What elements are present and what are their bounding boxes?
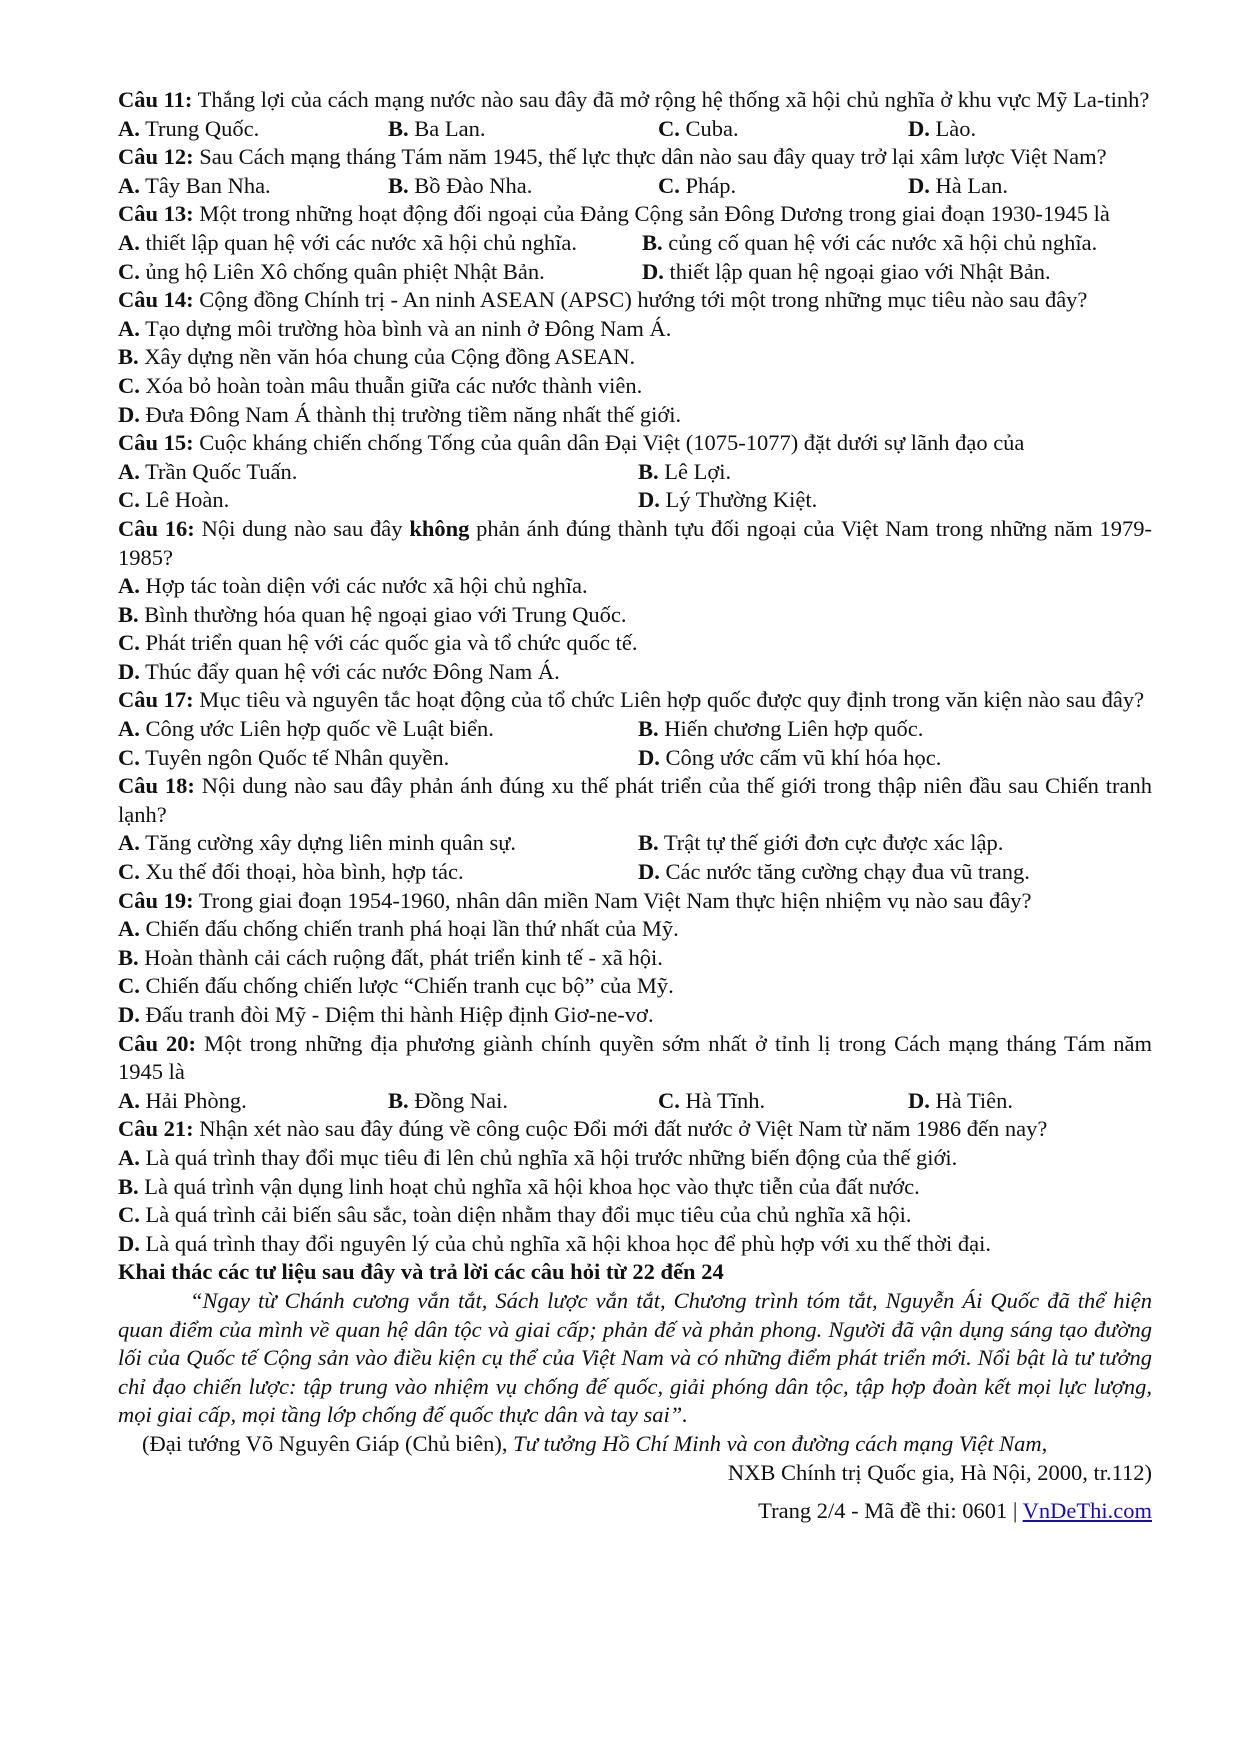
option-letter: D. (118, 1230, 140, 1256)
question-number: Câu 15: (118, 430, 194, 456)
answer-options (118, 572, 1152, 686)
option-text: Xu thế đối thoại, hòa bình, hợp tác. (139, 859, 464, 885)
option-letter: A. (118, 573, 140, 599)
option-text: Tăng cường xây dựng liên minh quân sự. (139, 830, 517, 856)
question-number: Câu 16: (118, 515, 195, 541)
answer-options (118, 829, 1152, 886)
question-block (118, 143, 1152, 200)
option-letter: B. (638, 458, 659, 484)
question-block (118, 86, 1152, 143)
answer-option (118, 1087, 388, 1116)
option-text: Pháp. (679, 172, 737, 198)
option-letter: D. (118, 1002, 140, 1027)
source-quote: “Ngay từ Chánh cương vắn tắt, Sách lược vắn tắt, Chương trình tóm tắt, Nguyễn Ái Quốc đã thể hiện quan điểm của mình về quan hệ dân tộc và giai cấp; phản đế và phản phong. Người đã vận dụng sáng tạo đường lối của Quốc tế Cộng sản vào điều kiện cụ thể của Việt Nam và có những điểm phát triển mới. Nổi bật là tư tưởng chỉ đạo chiến lược: tập trung vào nhiệm vụ chống đế quốc, giải phóng dân tộc, tập hợp đoàn kết mọi lực lượng, mọi giai cấp, mọi tầng lớp chống đế quốc thực dân và tay sai”. (118, 1287, 1152, 1428)
answer-options (118, 229, 1152, 286)
answer-options (118, 315, 1152, 429)
option-letter: D. (908, 115, 930, 141)
answer-option (642, 258, 1152, 287)
option-letter: C. (118, 973, 140, 999)
option-letter: A. (118, 716, 140, 742)
answer-option (118, 1144, 1152, 1173)
option-text: ủng hộ Liên Xô chống quân phiệt Nhật Bản. (139, 258, 545, 284)
option-text: Bồ Đào Nha. (408, 172, 533, 198)
option-letter: D. (638, 744, 660, 770)
option-letter: B. (638, 830, 659, 856)
option-text: Phát triển quan hệ với các quốc gia và tổ chức quốc tế. (139, 630, 638, 656)
option-text: Thúc đẩy quan hệ với các nước Đông Nam Á. (139, 658, 560, 684)
question-stem: Nhận xét nào sau đây đúng về công cuộc Đổi mới đất nước ở Việt Nam từ năm 1986 đến nay? (193, 1116, 1048, 1142)
answer-option (642, 229, 1152, 258)
option-letter: A. (118, 830, 140, 856)
option-text: Tây Ban Nha. (139, 172, 271, 198)
question-text (118, 86, 1152, 115)
question-text (118, 1115, 1152, 1144)
question-number: Câu 14: (118, 287, 194, 313)
answer-option (658, 172, 908, 201)
option-letter: B. (118, 344, 139, 370)
question-number: Câu 18: (118, 773, 195, 799)
answer-option (118, 858, 638, 887)
option-letter: A. (118, 315, 140, 341)
option-letter: A. (118, 229, 140, 255)
option-text: Hiến chương Liên hợp quốc. (658, 716, 924, 742)
question-block (118, 286, 1152, 429)
option-letter: D. (908, 172, 930, 198)
option-letter: B. (118, 601, 139, 627)
option-letter: B. (638, 716, 659, 742)
option-letter: D. (908, 1087, 930, 1113)
question-stem: Mục tiêu và nguyên tắc hoạt động của tổ chức Liên hợp quốc được quy định trong văn kiện nào sau đây? (193, 687, 1145, 713)
question-block (118, 1030, 1152, 1116)
source-comma: , (1041, 1430, 1048, 1456)
question-number: Câu 21: (118, 1116, 194, 1142)
option-text: Bình thường hóa quan hệ ngoại giao với Trung Quốc. (138, 601, 627, 627)
option-letter: B. (118, 944, 139, 970)
option-text: Công ước Liên hợp quốc về Luật biển. (139, 716, 494, 742)
answer-option (388, 115, 658, 144)
answer-option (118, 458, 638, 487)
option-letter: D. (118, 401, 140, 427)
answer-option (118, 744, 638, 773)
question-text (118, 286, 1152, 315)
question-stem: Trong giai đoạn 1954-1960, nhân dân miền Nam Việt Nam thực hiện nhiệm vụ nào sau đây? (193, 887, 1032, 913)
answer-option (908, 1087, 1152, 1116)
option-text: Lý Thường Kiệt. (659, 487, 818, 513)
option-letter: A. (118, 1087, 140, 1113)
option-text: Cuba. (679, 115, 739, 141)
answer-options (118, 115, 1152, 144)
question-stem: Một trong những hoạt động đối ngoại của Đảng Cộng sản Đông Dương trong giai đoạn 1930-1945 là (193, 201, 1110, 227)
option-text: Hải Phòng. (139, 1087, 247, 1113)
answer-option (118, 601, 1152, 630)
option-text: Hà Lan. (929, 172, 1008, 198)
answer-option (908, 172, 1152, 201)
exam-page (118, 86, 1152, 1526)
answer-option (638, 858, 1152, 887)
question-block (118, 515, 1152, 687)
option-letter: D. (638, 487, 660, 513)
question-text (118, 143, 1152, 172)
source-title: Tư tưởng Hồ Chí Minh và con đường cách mạng Việt Nam (513, 1430, 1042, 1456)
answer-option (118, 1173, 1152, 1202)
answer-option (118, 972, 1152, 1001)
option-text: Trật tự thế giới đơn cực được xác lập. (658, 830, 1004, 856)
question-number: Câu 17: (118, 687, 194, 713)
option-text: Đưa Đông Nam Á thành thị trường tiềm năng nhất thế giới. (139, 401, 682, 427)
option-letter: C. (118, 487, 140, 513)
option-letter: C. (118, 630, 140, 656)
answer-option (118, 572, 1152, 601)
answer-options (118, 172, 1152, 201)
option-text: Đấu tranh đòi Mỹ - Diệm thi hành Hiệp định Giơ-ne-vơ. (139, 1002, 654, 1027)
source-publisher: NXB Chính trị Quốc gia, Hà Nội, 2000, tr.112) (727, 1459, 1152, 1485)
answer-option (388, 1087, 658, 1116)
answer-option (638, 486, 1152, 515)
question-text (118, 686, 1152, 715)
question-block (118, 887, 1152, 1030)
option-letter: C. (658, 115, 680, 141)
answer-option (118, 915, 1152, 944)
answer-options (118, 1087, 1152, 1116)
question-emphasis: không (409, 515, 470, 541)
page-footer (118, 1497, 1152, 1526)
question-stem: Một trong những địa phương giành chính quyền sớm nhất ở tỉnh lị trong Cách mạng tháng Tám năm 1945 là (118, 1030, 1152, 1085)
question-stem: Thắng lợi của cách mạng nước nào sau đây đã mở rộng hệ thống xã hội chủ nghĩa ở khu vực Mỹ La-tinh? (192, 87, 1150, 112)
option-text: Tuyên ngôn Quốc tế Nhân quyền. (139, 744, 450, 770)
option-text: củng cố quan hệ với các nước xã hội chủ nghĩa. (662, 229, 1098, 255)
option-text: Trung Quốc. (139, 115, 260, 141)
option-letter: C. (118, 372, 140, 398)
question-text (118, 429, 1152, 458)
answer-option (638, 458, 1152, 487)
footer-link[interactable]: VnDeThi.com (1022, 1498, 1152, 1524)
option-letter: A. (118, 172, 140, 198)
option-text: Xây dựng nền văn hóa chung của Cộng đồng ASEAN. (138, 344, 636, 370)
question-block (118, 1115, 1152, 1258)
question-number: Câu 12: (118, 144, 194, 170)
option-letter: A. (118, 115, 140, 141)
answer-option (118, 229, 642, 258)
answer-option (118, 1230, 1152, 1259)
option-letter: D. (642, 258, 664, 284)
question-stem: Cuộc kháng chiến chống Tống của quân dân Đại Việt (1075-1077) đặt dưới sự lãnh đạo của (193, 430, 1025, 456)
answer-option (118, 172, 388, 201)
option-text: Hà Tĩnh. (679, 1087, 766, 1113)
option-text: Hợp tác toàn diện với các nước xã hội chủ nghĩa. (139, 573, 588, 599)
question-block (118, 772, 1152, 886)
question-text (118, 1030, 1152, 1087)
answer-option (118, 401, 1152, 430)
answer-options (118, 1144, 1152, 1258)
option-text: Các nước tăng cường chạy đua vũ trang. (659, 859, 1030, 885)
option-text: Ba Lan. (408, 115, 486, 141)
option-text: Là quá trình thay đổi mục tiêu đi lên chủ nghĩa xã hội trước những biến động của thế giới. (139, 1144, 958, 1170)
option-text: Xóa bỏ hoàn toàn mâu thuẫn giữa các nước thành viên. (139, 372, 643, 398)
answer-option (638, 829, 1152, 858)
option-letter: A. (118, 1144, 140, 1170)
option-letter: B. (388, 1087, 409, 1113)
answer-option (388, 172, 658, 201)
answer-option (118, 115, 388, 144)
question-block (118, 686, 1152, 772)
option-text: thiết lập quan hệ ngoại giao với Nhật Bản. (663, 258, 1051, 284)
option-letter: B. (118, 1173, 139, 1199)
answer-option (118, 658, 1152, 687)
option-text: Hà Tiên. (929, 1087, 1014, 1113)
answer-option (908, 115, 1152, 144)
option-text: Hoàn thành cải cách ruộng đất, phát triển kinh tế - xã hội. (138, 944, 663, 970)
question-number: Câu 11: (118, 87, 193, 112)
option-letter: C. (118, 258, 140, 284)
answer-option (118, 486, 638, 515)
option-text: Là quá trình vận dụng linh hoạt chủ nghĩa xã hội khoa học vào thực tiễn của đất nước. (138, 1173, 920, 1199)
question-text (118, 887, 1152, 916)
question-stem: Nội dung nào sau đây phản ánh đúng xu thế phát triển của thế giới trong thập niên đầu sau Chiến tranh lạnh? (118, 773, 1152, 827)
answer-option (118, 372, 1152, 401)
option-letter: D. (118, 658, 140, 684)
question-block (118, 429, 1152, 515)
option-letter: C. (658, 1087, 680, 1113)
option-text: Tạo dựng môi trường hòa bình và an ninh ở Đông Nam Á. (139, 315, 672, 341)
answer-option (118, 629, 1152, 658)
question-number: Câu 19: (118, 887, 194, 913)
question-text (118, 772, 1152, 829)
question-stem: Cộng đồng Chính trị - An ninh ASEAN (APSC) hướng tới một trong những mục tiêu nào sau đây? (193, 287, 1088, 313)
answer-option (118, 1001, 1152, 1030)
option-text: Lê Lợi. (658, 458, 732, 484)
option-text: Là quá trình cải biến sâu sắc, toàn diện nhằm thay đổi mục tiêu của chủ nghĩa xã hội. (139, 1202, 912, 1228)
answer-option (118, 715, 638, 744)
option-letter: A. (118, 916, 140, 942)
question-stem: Sau Cách mạng tháng Tám năm 1945, thế lực thực dân nào sau đây quay trở lại xâm lược Việt Nam? (193, 144, 1107, 170)
question-list (118, 86, 1152, 1258)
option-letter: D. (638, 859, 660, 885)
option-letter: C. (118, 859, 140, 885)
question-stem: phản ánh đúng thành tựu đối ngoại của Việt Nam trong những năm 1979-1985? (118, 515, 1152, 570)
option-letter: B. (388, 115, 409, 141)
answer-option (658, 115, 908, 144)
question-block (118, 200, 1152, 286)
option-text: Lào. (929, 115, 977, 141)
section-heading: Khai thác các tư liệu sau đây và trả lời các câu hỏi từ 22 đến 24 (118, 1259, 724, 1285)
option-text: thiết lập quan hệ với các nước xã hội chủ nghĩa. (139, 229, 577, 255)
option-text: Là quá trình thay đổi nguyên lý của chủ nghĩa xã hội khoa học để phù hợp với xu thế thời đại. (139, 1230, 992, 1256)
answer-option (118, 1201, 1152, 1230)
answer-option (638, 744, 1152, 773)
answer-option (638, 715, 1152, 744)
answer-option (658, 1087, 908, 1116)
answer-option (118, 343, 1152, 372)
option-letter: C. (658, 172, 680, 198)
answer-option (118, 829, 638, 858)
question-text (118, 200, 1152, 229)
question-stem: Nội dung nào sau đây (194, 515, 410, 541)
option-letter: B. (388, 172, 409, 198)
question-text (118, 515, 1152, 572)
source-citation (118, 1430, 1152, 1459)
answer-options (118, 458, 1152, 515)
option-letter: A. (118, 458, 140, 484)
answer-option (118, 944, 1152, 973)
option-text: Lê Hoàn. (139, 487, 230, 513)
answer-options (118, 915, 1152, 1029)
answer-options (118, 715, 1152, 772)
option-text: Đồng Nai. (408, 1087, 509, 1113)
option-text: Trần Quốc Tuấn. (139, 458, 298, 484)
option-letter: B. (642, 229, 663, 255)
answer-option (118, 258, 642, 287)
option-text: Công ước cấm vũ khí hóa học. (659, 744, 942, 770)
option-letter: C. (118, 1202, 140, 1228)
source-author: (Đại tướng Võ Nguyên Giáp (Chủ biên), (142, 1430, 514, 1456)
answer-option (118, 315, 1152, 344)
option-text: Chiến đấu chống chiến lược “Chiến tranh cục bộ” của Mỹ. (139, 973, 674, 999)
footer-text: Trang 2/4 - Mã đề thi: 0601 | (758, 1498, 1023, 1524)
option-text: Chiến đấu chống chiến tranh phá hoại lần thứ nhất của Mỹ. (139, 916, 679, 942)
question-number: Câu 20: (118, 1030, 197, 1056)
option-letter: C. (118, 744, 140, 770)
question-number: Câu 13: (118, 201, 194, 227)
